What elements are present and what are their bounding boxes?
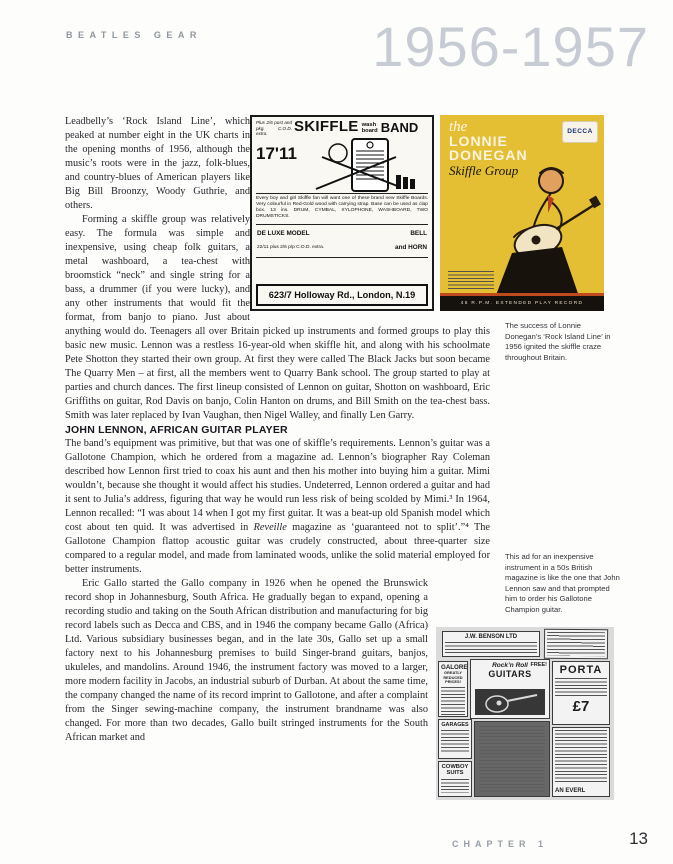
skiffle-ad-deluxe-row — [256, 224, 428, 258]
skiffle-ad-bell: BELL — [410, 229, 427, 237]
reveille-magazine-name: Reveille — [253, 522, 287, 533]
collage-guitars-title: GUITARS — [488, 669, 532, 679]
fine-print-lines — [555, 730, 607, 782]
collage-everl-ad — [552, 727, 610, 797]
collage-photo-ad — [474, 721, 550, 797]
paragraph-lennon-guitar-part2: magazine as ‘guaranteed not to split’.”⁴ The Gallotone Champion flattop acoustic guitar was crudely constructed, about three-quarter size compared to a regular model, and made from laminated woods, unlike the solid material employed for better instruments. — [65, 522, 490, 575]
fine-print-lines — [445, 642, 537, 654]
paragraph-lennon-guitar-part1: The band’s equipment was primitive, but that was one of skiffle’s requirements. Lennon’s guitar was a Gallotone Champion, which he ordered from a magazine ad. Lennon’s biographer Ray Coleman described how Lennon first tried to coax his aunt and then his mother into buying him a guitar. Mimi wouldn’t, because she thought it would affect his studies. Undeterred, Lennon ordered a guitar and had it sent to Julia’s address, figuring that way he would run less risk of being scolded by Mimi.³ In 1964, Lennon recalled: “I was about 14 when I got my first guitar. It was a beat-up old Spanish model which cost about ten quid. It was advertised in — [65, 438, 490, 533]
collage-galore-title: GALORE — [441, 664, 468, 671]
book-title: BEATLES GEAR — [66, 30, 202, 40]
collage-benson-ad — [442, 631, 540, 657]
skiffle-ad-price: 17'11 — [256, 143, 297, 163]
section-heading: JOHN LENNON, AFRICAN GUITAR PLAYER — [65, 424, 288, 436]
fine-print-lines — [555, 678, 607, 696]
washboard-illustration — [300, 137, 428, 193]
collage-free-badge: FREE! — [530, 662, 547, 668]
skiffle-ad-title: SKIFFLE — [294, 118, 359, 135]
record-cover-the: the — [449, 119, 468, 135]
chapter-years-heading: 1956-1957 — [372, 15, 649, 78]
collage-rocknroll-label: Rock’n Roll — [492, 662, 528, 669]
collage-garages-ad — [438, 719, 472, 759]
skiffle-ad-subtitle-1: wash — [361, 122, 377, 128]
skiffle-ad-deluxe-price: 22/11 plus 2/6 p/p C.O.D. extra. — [257, 244, 325, 250]
record-cover-bottom-strip: 45 R.P.M. EXTENDED PLAY RECORD — [440, 296, 604, 311]
skiffle-ad-subtitle — [362, 120, 378, 135]
ads-collage-image — [436, 627, 614, 800]
guitar-photo — [475, 689, 545, 715]
record-cover-image — [440, 115, 604, 311]
skiffle-ad-deluxe-label: DE LUXE MODEL — [257, 229, 310, 237]
caption-donegan-cover: The success of Lonnie Donegan’s ‘Rock Island Line’ in 1956 ignited the skiffle craze throughout Britain. — [505, 321, 611, 362]
decca-logo: DECCA — [562, 121, 598, 143]
skiffle-ad-header — [256, 120, 428, 137]
fine-print-lines — [479, 726, 545, 792]
fine-print-lines — [441, 730, 469, 754]
page-number: 13 — [629, 829, 648, 848]
skiffle-ad-image — [250, 115, 434, 311]
record-cover-artist-line2: DONEGAN — [449, 147, 528, 163]
collage-small-ad — [544, 629, 608, 660]
chapter-label: CHAPTER 1 — [452, 839, 549, 849]
record-cover-tracklist-lines — [448, 271, 494, 289]
collage-galore-subtitle: GREATLY REDUCED PRICES! — [443, 670, 463, 685]
skiffle-ad-bell-horn — [395, 227, 427, 255]
record-cover-group: Skiffle Group — [449, 163, 519, 178]
skiffle-ad-price-note: Plus 2/6 post and pkg. C.O.D. extra. — [256, 120, 292, 137]
skiffle-ad-title-end: BAND — [380, 120, 419, 135]
collage-garages-title: GARAGES — [441, 722, 469, 728]
collage-porta-price: £7 — [572, 698, 590, 715]
skiffle-ad-body-text: Every boy and girl Skiffle fan will want one of these brand new Skiffle Boards. Very colourful in Red-Gold wood with carrying strap. Base can be used as clap box. 13 ins. DRUM, CYMBAL, XYLOPHONE, WASHBOARD, TWO DRUMSTICKS. — [256, 193, 428, 222]
skiffle-ad-horn: and HORN — [395, 243, 427, 251]
collage-cowboy-ad — [438, 761, 472, 797]
collage-everl-title: AN EVERL — [555, 788, 586, 794]
collage-benson-title: J.W. BENSON LTD — [464, 634, 518, 640]
skiffle-ad-address: 623/7 Holloway Rd., London, N.19 — [256, 284, 428, 306]
paragraph-lennon-guitar — [65, 437, 490, 577]
collage-guitars-ad — [470, 659, 550, 719]
skiffle-ad-deluxe — [257, 227, 324, 255]
collage-galore-ad — [438, 661, 468, 717]
collage-porta-title: PORTA — [559, 664, 603, 676]
paragraph-rock-island-line: Leadbelly’s ‘Rock Island Line’, which peaked at number eight in the UK charts in the opening months of 1956, although the music’s roots were in the jazz, folk-blues, and country-blues of American players like Big Bill Broonzy, Woody Guthrie, and others. — [65, 116, 250, 211]
record-cover-titles — [449, 120, 528, 178]
collage-cowboy-line1: COWBOY — [441, 764, 469, 770]
top-images-row — [250, 115, 605, 311]
fine-print-lines — [441, 687, 465, 715]
fine-print-lines — [547, 632, 605, 657]
collage-cowboy-line2: SUITS — [446, 770, 464, 777]
skiffle-ad-subtitle-2: board — [361, 128, 378, 135]
record-cover-artist-line1: LONNIE — [449, 133, 508, 149]
paragraph-gallo-company: Eric Gallo started the Gallo company in 1926 when he opened the Brunswick record shop in Johannesburg, South Africa. He gradually began to expand, opening a recording studio and taking on the South African distribution and manufacturing for big record labels such as Decca and CBS, and in 1946 the company became Gallo (Africa) Ltd. Various subsidiary businesses began, and in the late 30s, Gallo set up a small factory next to his Johannesburg premises to build Singer-brand guitars, banjos, ukuleles, and mandolins. Around 1946, the instrument factory was moved to a larger, more modern facility in Jacobs, an industrial suburb of Durban. At about the same time, the company changed the name of its record imprint to Gallotone, and after a complaint from the Singer sewing-machine company, the instrument brandname was also changed. For more than two decades, Gallo built stringed instruments for the South African market and — [65, 578, 428, 743]
skiffle-ad-headline — [292, 120, 428, 137]
paragraph-skiffle-group: Forming a skiffle group was relatively easy. The formula was simple and inexpensive, using cheap folk guitars, a metal washboard, a tea-chest with broomstick “neck” and single string for a bass, a drummer (if you were lucky), and any other instruments that would fit the format, from banjo to piano. Just about anything would do. Teenagers all over Britain picked up instruments and formed groups to play this basic new music. Lennon was a restless 16-year-old when skiffle hit, and along with his schoolmate Pete Shotton they started their own group. At first they were called The Black Jacks but soon became The Quarry Men – at first, all the members went to Quarry Bank school. The group started to play at parties and church dances. The first lineup consisted of Lennon on guitar, Shotton on washboard, Eric Griffiths on guitar, Rod Davis on banjo, Colin Hanton on drums, and Bill Smith on the tea-chest bass. Smith was later replaced by Ivan Vaughan, then Nigel Walley, and finally Len Garry. — [65, 214, 490, 421]
fine-print-lines — [441, 779, 469, 793]
top-images-float — [250, 115, 593, 319]
collage-porta-ad — [552, 661, 610, 725]
skiffle-ad-middle — [256, 137, 428, 193]
caption-magazine-ad: This ad for an inexpensive instrument in a 50s British magazine is like the one that John Lennon saw and that prompted him to order his Gallotone Champion guitar. — [505, 552, 620, 614]
